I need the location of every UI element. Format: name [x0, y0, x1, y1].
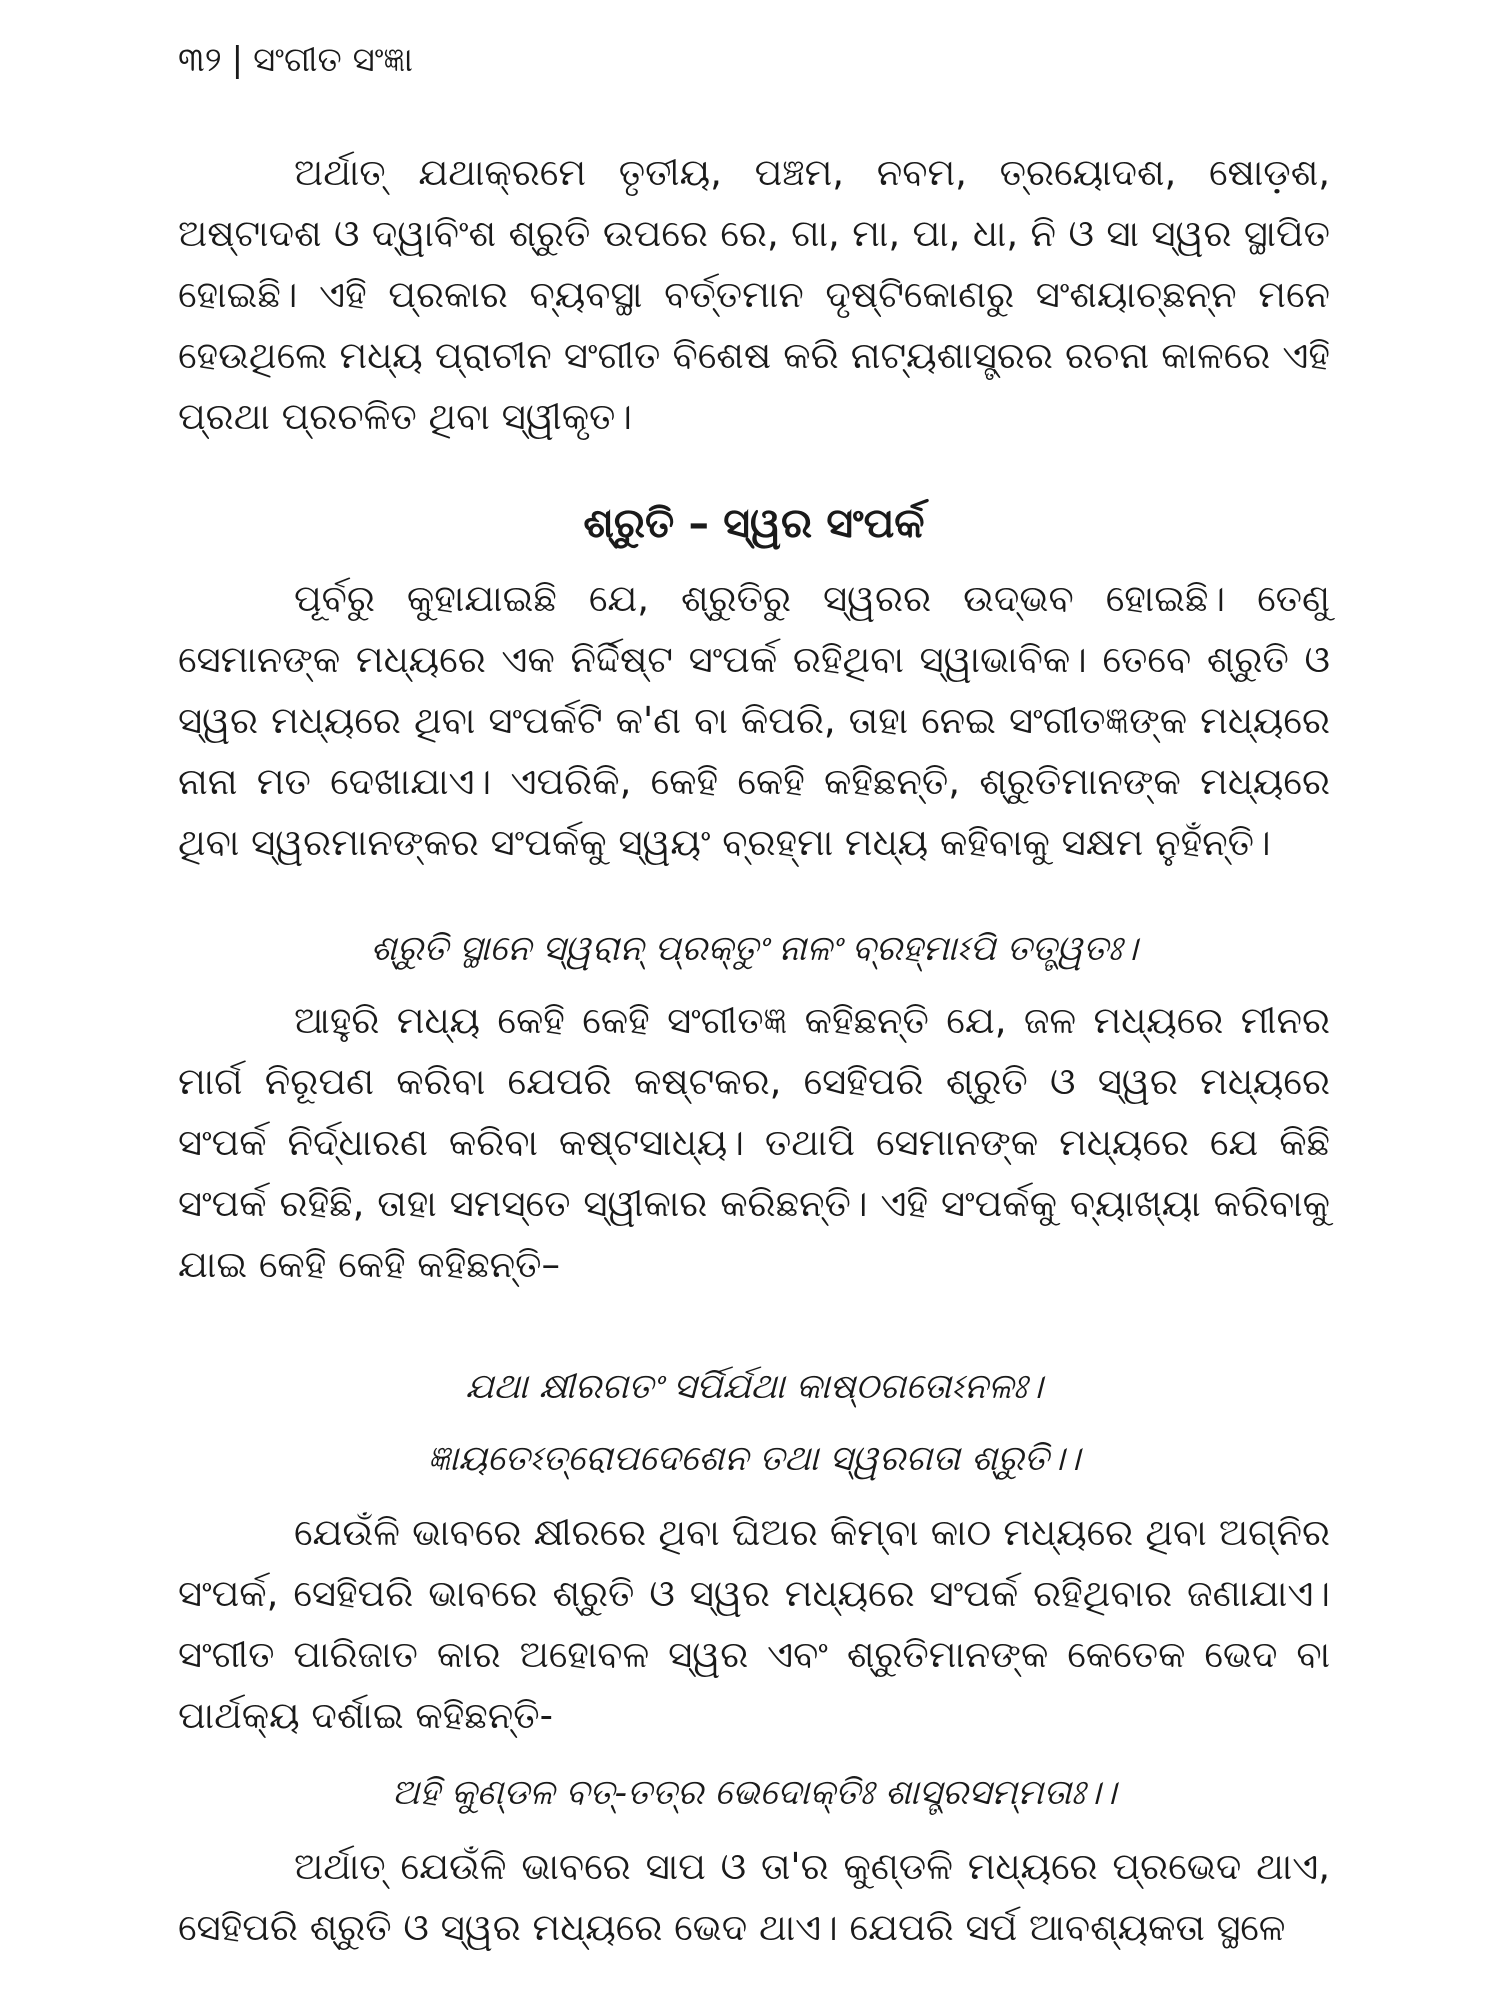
- running-header: [178, 36, 413, 84]
- paragraph-1: ଅର୍ଥାତ୍ ଯଥାକ୍ରମେ ତୃତୀୟ, ପଞ୍ଚମ, ନବମ, ତ୍ରୟୋଦଶ, ଷୋଡ଼ଶ, ଅଷ୍ଟାଦଶ ଓ ଦ୍ୱାବିଂଶ ଶ୍ରୁତି ଉପରେ ରେ, ଗା, ମା, ପା, ଧା, ନି ଓ ସା ସ୍ୱର ସ୍ଥାପିତ ହୋଇଛି। ଏହି ପ୍ରକାର ବ୍ୟବସ୍ଥା ବର୍ତ୍ତମାନ ଦୃଷ୍ଟିକୋଣରୁ ସଂଶୟାଚ୍ଛନ୍ନ ମନେ ହେଉଥିଲେ ମଧ୍ୟ ପ୍ରାଚୀନ ସଂଗୀତ ବିଶେଷ କରି ନାଟ୍ୟଶାସ୍ତ୍ରର ରଚନା କାଳରେ ଏହି ପ୍ରଥା ପ୍ରଚଳିତ ଥିବା ସ୍ୱୀକୃତ।: [178, 151, 1330, 438]
- paragraph-5: ଅର୍ଥାତ୍ ଯେଉଁଳି ଭାବରେ ସାପ ଓ ତା'ର କୁଣ୍ଡଳି ମଧ୍ୟରେ ପ୍ରଭେଦ ଥାଏ, ସେହିପରି ଶ୍ରୁତି ଓ ସ୍ୱର ମଧ୍ୟରେ ଭେଦ ଥାଏ। ଯେପରି ସର୍ପ ଆବଶ୍ୟକତା ସ୍ଥଳେ: [178, 1845, 1330, 1949]
- paragraph-1-block: [178, 142, 1330, 447]
- paragraph-2-block: [178, 568, 1330, 873]
- paragraph-2: ପୂର୍ବରୁ କୁହାଯାଇଛି ଯେ, ଶ୍ରୁତିରୁ ସ୍ୱରର ଉଦ୍ଭବ ହୋଇଛି। ତେଣୁ ସେମାନଙ୍କ ମଧ୍ୟରେ ଏକ ନିର୍ଦ୍ଦିଷ୍ଟ ସଂପର୍କ ରହିଥିବା ସ୍ୱାଭାବିକ। ତେବେ ଶ୍ରୁତି ଓ ସ୍ୱର ମଧ୍ୟରେ ଥିବା ସଂପର୍କଟି କ'ଣ ବା କିପରି, ତାହା ନେଇ ସଂଗୀତଜ୍ଞଙ୍କ ମଧ୍ୟରେ ନାନା ମତ ଦେଖାଯାଏ। ଏପରିକି, କେହି କେହି କହିଛନ୍ତି, ଶ୍ରୁତିମାନଙ୍କ ମଧ୍ୟରେ ଥିବା ସ୍ୱରମାନଙ୍କର ସଂପର୍କକୁ ସ୍ୱୟଂ ବ୍ରହ୍ମା ମଧ୍ୟ କହିବାକୁ ସକ୍ଷମ ନୁହଁନ୍ତି।: [178, 577, 1330, 864]
- section-heading-block: [178, 490, 1330, 556]
- paragraph-5-block: [178, 1836, 1330, 1958]
- verse-1-block: [178, 916, 1330, 982]
- verse-2-block: [178, 1354, 1330, 1420]
- paragraph-3: ଆହୁରି ମଧ୍ୟ କେହି କେହି ସଂଗୀତଜ୍ଞ କହିଛନ୍ତି ଯେ, ଜଳ ମଧ୍ୟରେ ମୀନର ମାର୍ଗ ନିରୂପଣ କରିବା ଯେପରି କଷ୍ଟକର, ସେହିପରି ଶ୍ରୁତି ଓ ସ୍ୱର ମଧ୍ୟରେ ସଂପର୍କ ନିର୍ଦ୍ଧାରଣ କରିବା କଷ୍ଟସାଧ୍ୟ। ତଥାପି ସେମାନଙ୍କ ମଧ୍ୟରେ ଯେ କିଛି ସଂପର୍କ ରହିଛି, ତାହା ସମସ୍ତେ ସ୍ୱୀକାର କରିଛନ୍ତି। ଏହି ସଂପର୍କକୁ ବ୍ୟାଖ୍ୟା କରିବାକୁ ଯାଇ କେହି କେହି କହିଛନ୍ତି–: [178, 999, 1330, 1286]
- section-heading: ଶ୍ରୁତି – ସ୍ୱର ସଂପର୍କ: [583, 499, 925, 547]
- paragraph-4-block: [178, 1502, 1330, 1746]
- sanskrit-verse-4: ଅହି କୁଣ୍ଡଳ ବତ୍-ତତ୍ର ଭେଦୋକ୍ତିଃ ଶାସ୍ତ୍ରସମ୍ମତାଃ।।: [391, 1773, 1117, 1813]
- paragraph-3-block: [178, 990, 1330, 1295]
- paragraph-4: ଯେଉଁଳି ଭାବରେ କ୍ଷୀରରେ ଥିବା ଘିଅର କିମ୍ବା କାଠ ମଧ୍ୟରେ ଥିବା ଅଗ୍ନିର ସଂପର୍କ, ସେହିପରି ଭାବରେ ଶ୍ରୁତି ଓ ସ୍ୱର ମଧ୍ୟରେ ସଂପର୍କ ରହିଥିବାର ଜଣାଯାଏ। ସଂଗୀତ ପାରିଜାତ କାର ଅହୋବଳ ସ୍ୱର ଏବଂ ଶ୍ରୁତିମାନଙ୍କ କେତେକ ଭେଦ ବା ପାର୍ଥକ୍ୟ ଦର୍ଶାଇ କହିଛନ୍ତି-: [178, 1511, 1330, 1737]
- page-number: ୩୨: [178, 40, 222, 80]
- sanskrit-verse-1: ଶ୍ରୁତି ସ୍ଥାନେ ସ୍ୱରାନ୍ ପ୍ରକ୍ତୁଂ ନାଳଂ ବ୍ରହ୍ମାଽପି ତତ୍ତ୍ୱତଃ।: [370, 929, 1138, 969]
- verse-4-block: [178, 1760, 1330, 1826]
- sanskrit-verse-3: ଜ୍ଞାୟତେଽତ୍ରୋପଦେଶେନ ତଥା ସ୍ୱରଗତା ଶ୍ରୁତି।।: [427, 1439, 1081, 1479]
- header-separator: |: [231, 40, 244, 80]
- sanskrit-verse-2: ଯଥା କ୍ଷୀରଗତଂ ସର୍ପିର୍ଯଥା କାଷ୍ଠଗତୋଽନଳଃ।: [465, 1367, 1043, 1407]
- verse-3-block: [178, 1426, 1330, 1492]
- book-title: ସଂଗୀତ ସଂଜ୍ଞା: [253, 40, 414, 80]
